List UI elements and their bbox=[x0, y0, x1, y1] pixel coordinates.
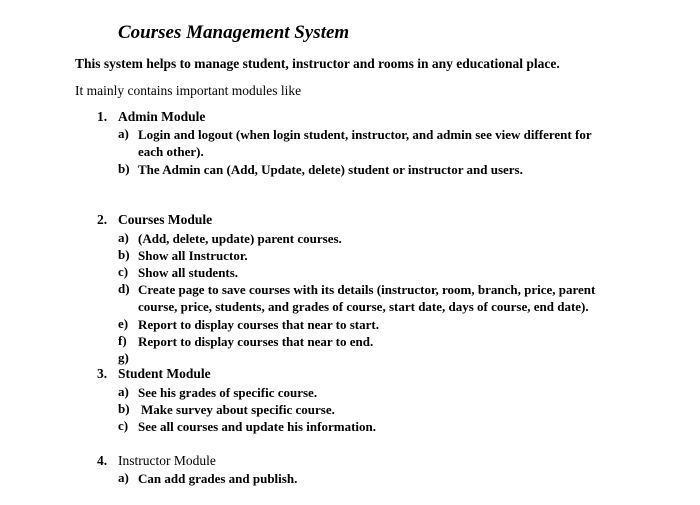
module-title: Courses Module bbox=[118, 212, 213, 227]
list-item-letter: a) bbox=[118, 126, 129, 141]
list-item-text: The Admin can (Add, Update, delete) student or instructor and users. bbox=[138, 162, 523, 177]
module-number: 3. bbox=[97, 366, 108, 381]
list-item-text: See his grades of specific course. bbox=[138, 385, 318, 400]
document-title: Courses Management System bbox=[118, 22, 350, 43]
list-item-text: (Add, delete, update) parent courses. bbox=[138, 231, 342, 246]
list-item-text: Report to display courses that near to start. bbox=[138, 317, 379, 332]
list-item-text: Report to display courses that near to end. bbox=[138, 334, 374, 349]
module-number: 2. bbox=[97, 212, 108, 227]
list-item-letter: c) bbox=[118, 264, 129, 279]
list-item-text: See all courses and update his information. bbox=[138, 419, 376, 434]
list-item-letter: e) bbox=[118, 316, 129, 331]
module-title: Student Module bbox=[118, 366, 211, 381]
module-number: 1. bbox=[97, 109, 108, 124]
list-item-text: Can add grades and publish. bbox=[138, 471, 298, 486]
module-title: Instructor Module bbox=[118, 453, 216, 468]
module-title: Admin Module bbox=[118, 109, 206, 124]
list-item-text: Login and logout (when login student, instructor, and admin see view different for each other). bbox=[138, 127, 592, 159]
list-item-letter: f) bbox=[118, 333, 127, 348]
list-item-letter: a) bbox=[118, 470, 129, 485]
list-item-text: Show all Instructor. bbox=[138, 248, 248, 263]
list-item-letter: c) bbox=[118, 418, 129, 433]
intro-paragraph: This system helps to manage student, instructor and rooms in any educational place. bbox=[75, 56, 560, 71]
list-item-letter: b) bbox=[118, 401, 130, 416]
list-item-letter: a) bbox=[118, 230, 129, 245]
list-item-text: Show all students. bbox=[138, 265, 239, 280]
module-number: 4. bbox=[97, 453, 108, 468]
list-item-text: Make survey about specific course. bbox=[141, 402, 335, 417]
list-item-letter: a) bbox=[118, 384, 129, 399]
list-item-letter: b) bbox=[118, 161, 130, 176]
list-item-text: Create page to save courses with its details (instructor, room, branch, price, parent course, price, students, and grades of course, start date, days of course, end date). bbox=[138, 282, 596, 314]
list-item-letter: b) bbox=[118, 247, 130, 262]
subintro-paragraph: It mainly contains important modules like bbox=[75, 83, 302, 98]
list-item-letter: d) bbox=[118, 281, 130, 296]
list-item-letter: g) bbox=[118, 350, 129, 365]
